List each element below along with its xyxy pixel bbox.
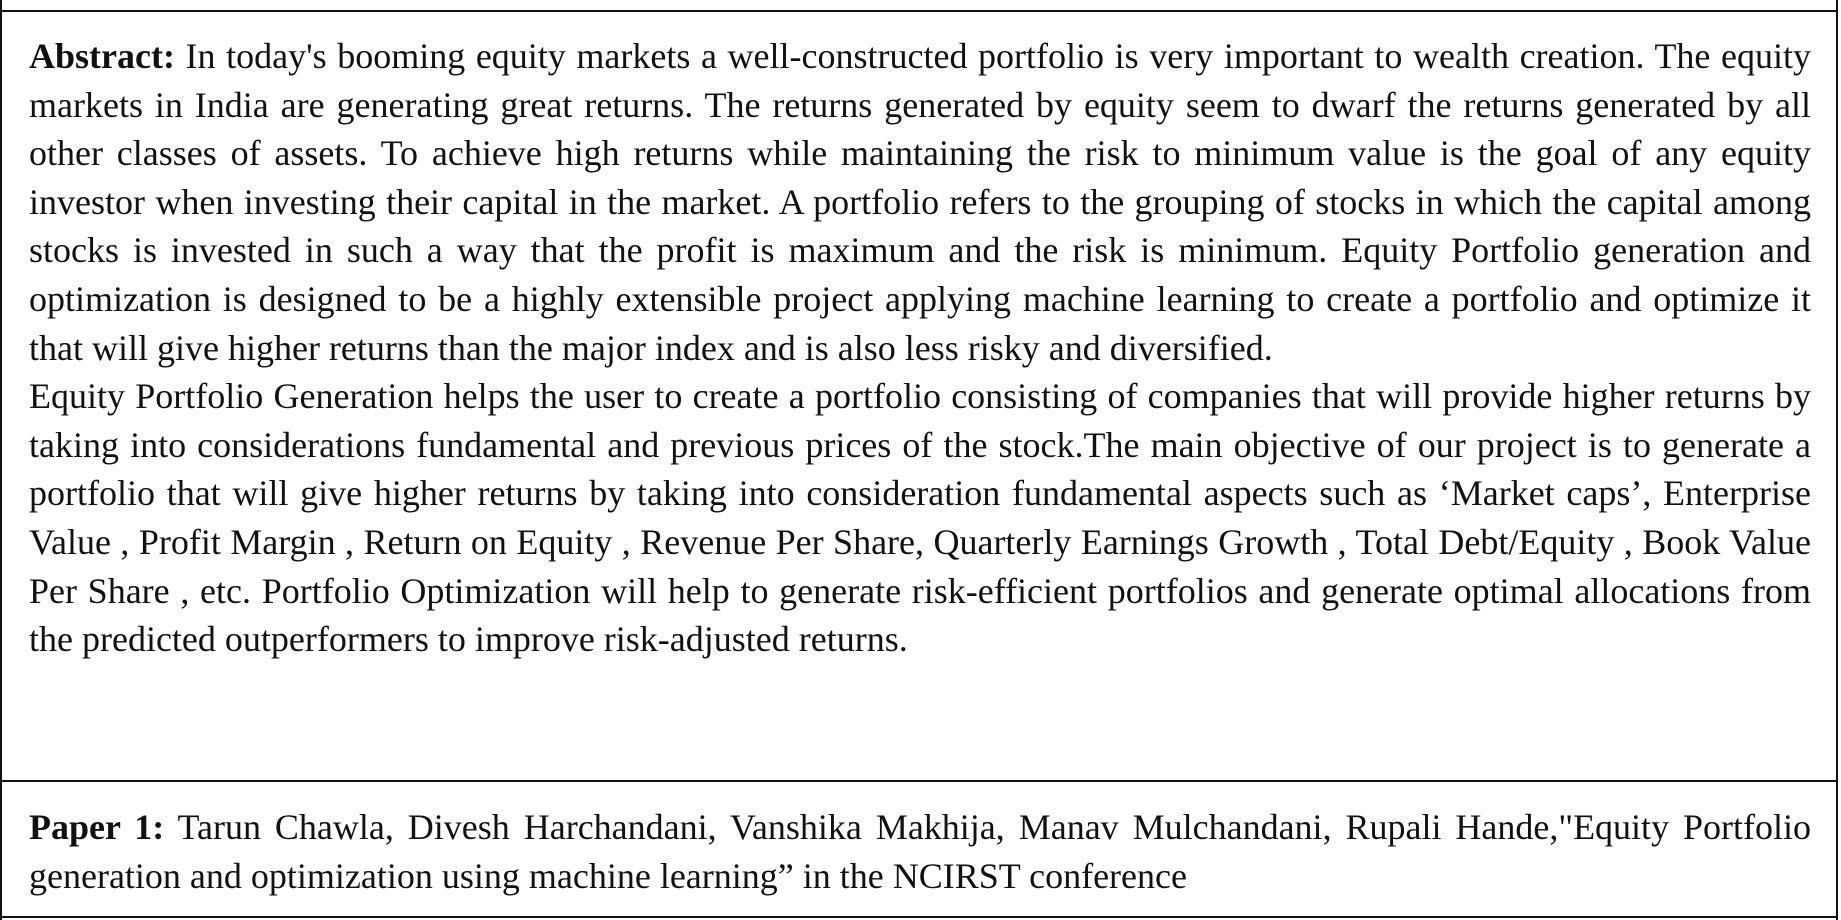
paper-reference — [29, 803, 1811, 900]
paper-text: Tarun Chawla, Divesh Harchandani, Vanshika Makhija, Manav Mulchandani, Rupali Hande,"Equity Portfolio generation and optimization using machine learning” in the NCIRST conference — [29, 807, 1811, 896]
paper-cell — [2, 803, 1836, 901]
table-top-border — [2, 10, 1836, 12]
paper-label: Paper 1: — [29, 807, 165, 847]
abstract-label: Abstract: — [29, 36, 175, 76]
table-bottom-border — [2, 916, 1836, 918]
abstract-text-1: In today's booming equity markets a well-constructed portfolio is very important to wealth creation. The equity markets in India are generating great returns. The returns generated by equity seem to dwarf the returns generated by all other classes of assets. To achieve high returns while maintaining the risk to minimum value is the goal of any equity investor when investing their capital in the market. A portfolio refers to the grouping of stocks in which the capital among stocks is invested in such a way that the profit is maximum and the risk is minimum. Equity Portfolio generation and optimization is designed to be a highly extensible project applying machine learning to create a portfolio and optimize it that will give higher returns than the major index and is also less risky and diversified. — [29, 36, 1811, 368]
abstract-paragraph-2: Equity Portfolio Generation helps the user to create a portfolio consisting of companies that will provide higher returns by taking into considerations fundamental and previous prices of the stock.The main objective of our project is to generate a portfolio that will give higher returns by taking into consideration fundamental aspects such as ‘Market caps’, Enterprise Value , Profit Margin , Return on Equity , Revenue Per Share, Quarterly Earnings Growth , Total Debt/Equity , Book Value Per Share , etc. Portfolio Optimization will help to generate risk-efficient portfolios and generate optimal allocations from the predicted outperformers to improve risk-adjusted returns. — [29, 376, 1811, 660]
table-row-divider — [2, 780, 1836, 782]
abstract-paragraph-1 — [29, 32, 1811, 372]
abstract-cell — [2, 32, 1836, 776]
